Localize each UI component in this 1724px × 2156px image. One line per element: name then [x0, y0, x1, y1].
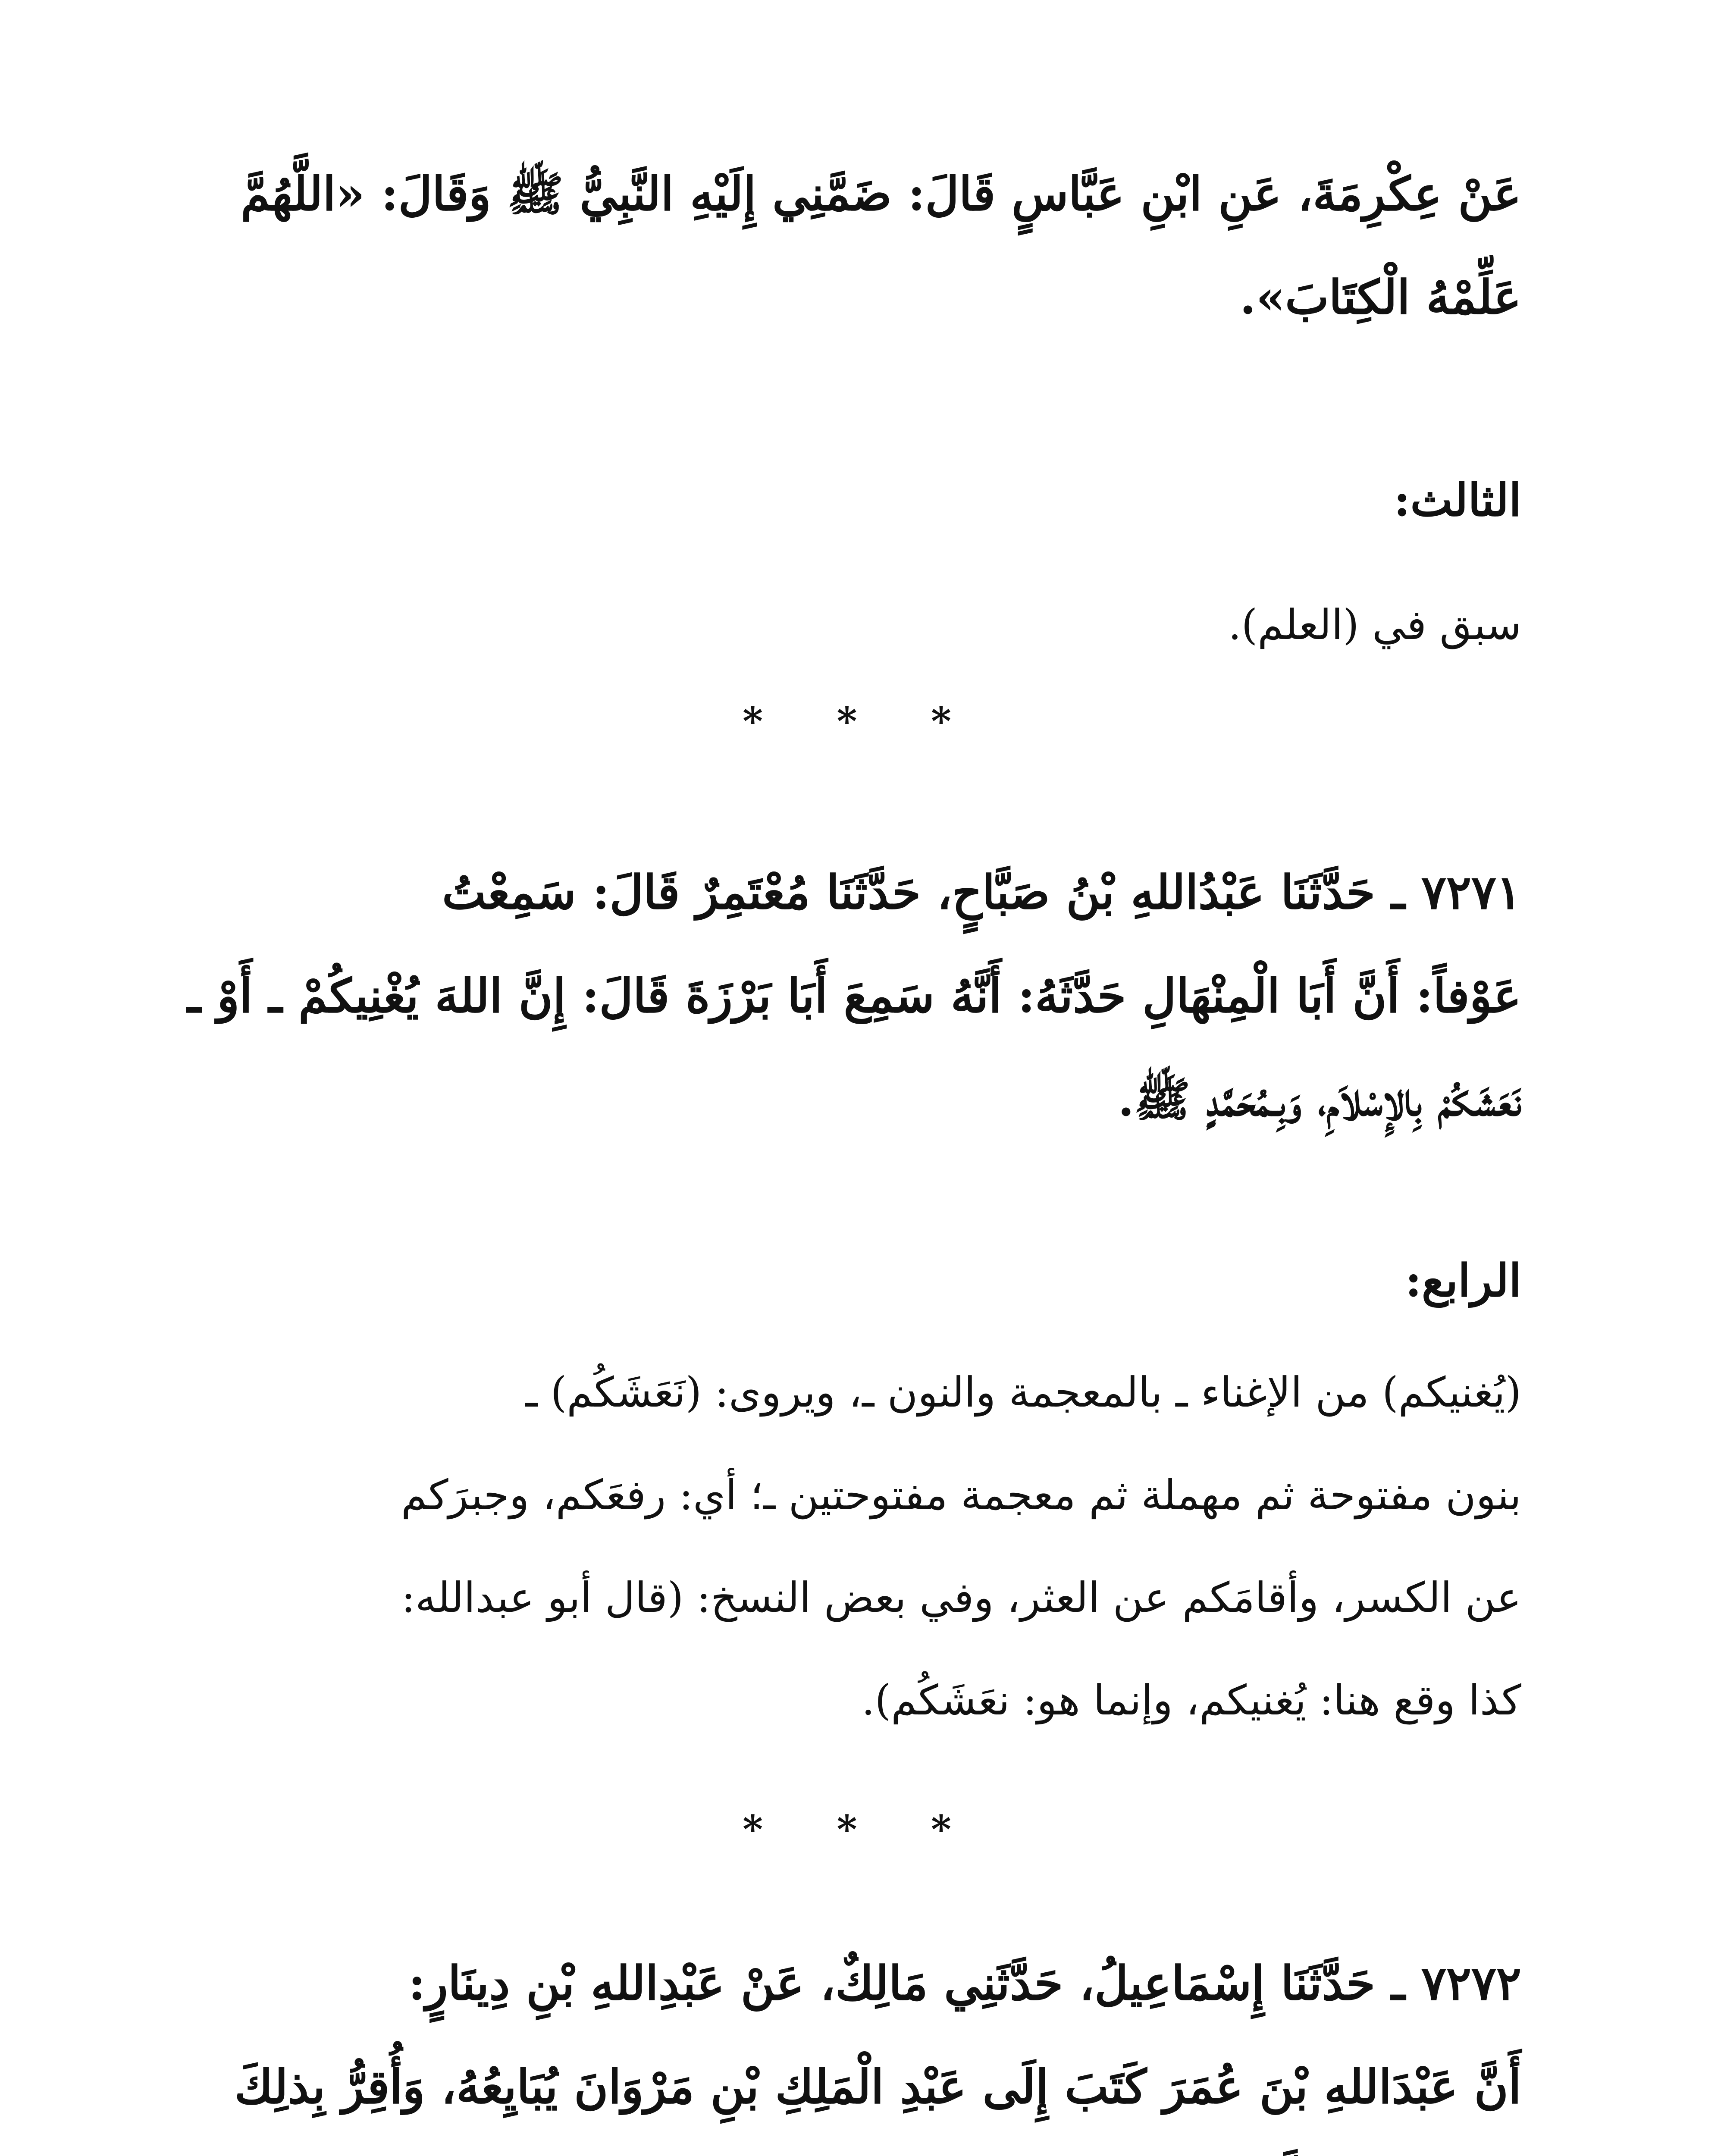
section-heading-third: الثالث: [1394, 473, 1521, 526]
text-line: (يُغنيكم) من الإغناء ـ بالمعجمة والنون ـ، ويروى: (نَعَشَكُم) ـ [525, 1368, 1521, 1416]
text-line: كذا وقع هنا: يُغنيكم، وإنما هو: نعَشَكُم). [862, 1676, 1521, 1724]
section-third-text: سبق في (العلم). [1228, 601, 1521, 649]
text-line: عَوْفاً: أَنَّ أَبَا الْمِنْهَالِ حَدَّثَهُ: أَنَّهُ سَمِعَ أَبَا بَرْزَةَ قَالَ: إِنَّ اللهَ يُغْنِيكُمْ ـ أَوْ ـ [187, 969, 1521, 1023]
hadith-7270-tail [202, 142, 1521, 349]
text-line: نَعَشَكُمْ بِالإِسْلاَمِ، وَبِـمُحَمَّدٍ ﷺ. [1118, 1072, 1521, 1127]
section-heading-fourth: الرابع: [1405, 1254, 1521, 1307]
separator-stars: * * * [743, 1807, 981, 1852]
text-line: عَلِّمْهُ الْكِتَابَ». [1240, 270, 1521, 325]
hadith-7271 [187, 841, 1521, 1151]
text-line: بنون مفتوحة ثم مهملة ثم معجمة مفتوحتين ـ؛ أي: رفعَكم، وجبرَكم [401, 1471, 1521, 1519]
text-line: أَنَّ عَبْدَاللهِ بْنَ عُمَرَ كَتَبَ إِلَى عَبْدِ الْمَلِكِ بْنِ مَرْوَانَ يُبَايِعُهُ، وَأُقِرُّ بِذلِكَ [234, 2060, 1521, 2114]
text-line: عَنْ عِكْرِمَةَ، عَنِ ابْنِ عَبَّاسٍ قَالَ: ضَمَّنِي إِلَيْهِ النَّبِيُّ ﷺ وَقَالَ: «اللَّهُمَّ [241, 167, 1521, 221]
hadith-7272 [202, 1932, 1521, 2156]
text-line: ٧٢٧١ ـ حَدَّثَنَا عَبْدُاللهِ بْنُ صَبَّاحٍ، حَدَّثَنَا مُعْتَمِرٌ قَالَ: سَمِعْتُ [442, 865, 1521, 920]
separator-stars: * * * [743, 699, 981, 744]
text-line [202, 2139, 1521, 2156]
text-line: عن الكسر، وأقامَكم عن العثر، وفي بعض النسخ: (قال أبو عبدالله: [401, 1573, 1521, 1622]
section-fourth-text [202, 1341, 1521, 1752]
text-line: ٧٢٧٢ ـ حَدَّثَنَا إِسْمَاعِيلُ، حَدَّثَنِي مَالِكٌ، عَنْ عَبْدِاللهِ بْنِ دِينَارٍ: [408, 1956, 1521, 2011]
